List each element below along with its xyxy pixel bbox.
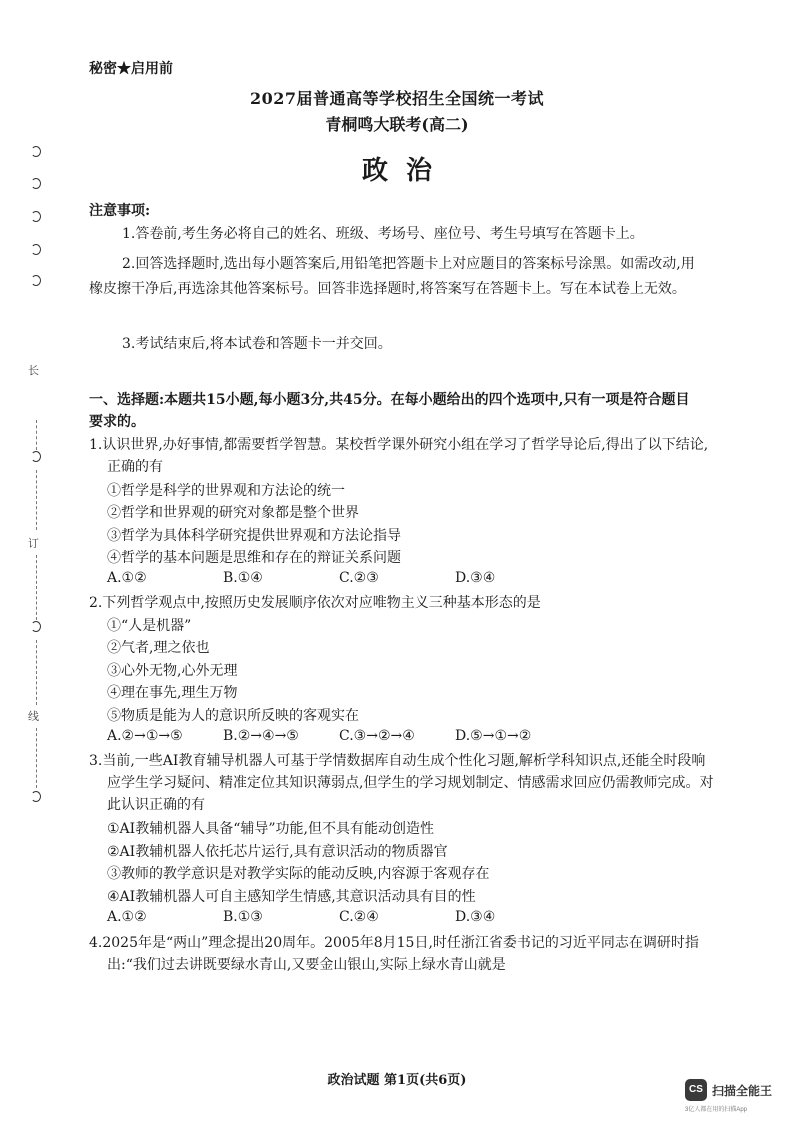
subject-title: 政治 bbox=[361, 156, 450, 186]
question-item: ②气者,理之依也 bbox=[107, 640, 210, 656]
question-item: ⑤物质是能为人的意识所反映的客观实在 bbox=[107, 708, 359, 724]
option-b[interactable]: B.①③ bbox=[223, 909, 263, 925]
note-item: 3.考试结束后,将本试卷和答题卡一并交回。 bbox=[122, 336, 392, 352]
question-item: ①哲学是科学的世界观和方法论的统一 bbox=[107, 483, 345, 499]
question-item: ①“人是机器” bbox=[107, 618, 192, 634]
scanner-logo bbox=[685, 1079, 772, 1101]
notes-heading: 注意事项: bbox=[89, 203, 151, 219]
question-item: ③哲学为具体科学研究提供世界观和方法论指导 bbox=[107, 528, 401, 544]
question-stem: 4.2025年是“两山”理念提出20周年。2005年8月15日,时任浙江省委书记的习近平同志在调研时指出:“我们过去讲既要绿水青山,又要金山银山,实际上绿水青山就是 bbox=[89, 935, 699, 973]
confidential-label: 秘密★启用前 bbox=[89, 61, 173, 77]
binding-hole bbox=[31, 451, 41, 462]
question-item: ②AI教辅机器人依托芯片运行,具有意识活动的物质器官 bbox=[107, 844, 448, 860]
answer-options bbox=[107, 909, 571, 925]
section-heading: 一、选择题:本题共15小题,每小题3分,共45分。在每小题给出的四个选项中,只有一项是符合题目要求的。 bbox=[89, 392, 690, 430]
question-item: ④哲学的基本问题是思维和存在的辩证关系问题 bbox=[107, 550, 401, 566]
question-item: ④AI教辅机器人可自主感知学生情感,其意识活动具有目的性 bbox=[107, 889, 476, 905]
binding-hole bbox=[31, 621, 41, 632]
option-c[interactable]: C.②③ bbox=[339, 570, 379, 586]
cut-line bbox=[36, 420, 37, 450]
option-b[interactable]: B.②→④→⑤ bbox=[223, 728, 299, 744]
exam-subtitle: 青桐鸣大联考(高二) bbox=[325, 115, 469, 134]
option-a[interactable]: A.①② bbox=[107, 570, 147, 586]
option-d[interactable]: D.③④ bbox=[455, 570, 496, 586]
option-c[interactable]: C.②④ bbox=[339, 909, 379, 925]
margin-mark-mid: 订 bbox=[28, 537, 39, 550]
cut-line bbox=[36, 555, 37, 620]
cs-icon: CS bbox=[685, 1079, 707, 1101]
binding-hole bbox=[31, 244, 41, 255]
binding-hole bbox=[31, 275, 41, 286]
binding-hole bbox=[31, 791, 41, 802]
question-item: ①AI教辅机器人具备“辅导”功能,但不具有能动创造性 bbox=[107, 821, 434, 837]
scanner-tagline: 3亿人都在用的扫描App bbox=[685, 1107, 748, 1113]
cut-line bbox=[36, 640, 37, 705]
option-d[interactable]: D.⑤→①→② bbox=[455, 728, 532, 744]
binding-hole bbox=[31, 211, 41, 222]
option-d[interactable]: D.③④ bbox=[455, 909, 496, 925]
note-item: 2.回答选择题时,选出每小题答案后,用铅笔把答题卡上对应题目的答案标号涂黑。如需改动,用橡皮擦干净后,再选涂其他答案标号。回答非选择题时,将答案写在答题卡上。写在本试卷上无效。 bbox=[89, 256, 695, 297]
page-footer: 政治试题 第1页(共6页) bbox=[327, 1073, 467, 1088]
question-stem: 2.下列哲学观点中,按照历史发展顺序依次对应唯物主义三种基本形态的是 bbox=[89, 595, 541, 611]
answer-options bbox=[107, 728, 571, 744]
cut-line bbox=[36, 470, 37, 530]
option-a[interactable]: A.①② bbox=[107, 909, 147, 925]
margin-mark-bottom: 线 bbox=[28, 710, 39, 723]
question-stem: 1.认识世界,办好事情,都需要哲学智慧。某校哲学课外研究小组在学习了哲学导论后,得出了以下结论,正确的有 bbox=[89, 437, 709, 475]
question-item: ②哲学和世界观的研究对象都是整个世界 bbox=[107, 505, 359, 521]
note-item: 1.答卷前,考生务必将自己的姓名、班级、考场号、座位号、考生号填写在答题卡上。 bbox=[122, 226, 644, 242]
margin-mark-top: 长 bbox=[28, 364, 39, 377]
question-stem: 3.当前,一些AI教育辅导机器人可基于学情数据库自动生成个性化习题,解析学科知识点,还能全时段响应学生学习疑问、精准定位其知识薄弱点,但学生的学习规划制定、情感需求回应仍需教师完成。对此认识正确的有 bbox=[89, 753, 714, 813]
answer-options bbox=[107, 570, 571, 586]
cut-line bbox=[36, 728, 37, 788]
exam-title: 2027届普通高等学校招生全国统一考试 bbox=[249, 89, 545, 108]
question-item: ④理在事先,理生万物 bbox=[107, 685, 238, 701]
option-a[interactable]: A.②→①→⑤ bbox=[107, 728, 183, 744]
scanner-brand: 扫描全能王 bbox=[712, 1083, 773, 1098]
question-item: ③心外无物,心外无理 bbox=[107, 663, 238, 679]
question-item: ③教师的教学意识是对教学实际的能动反映,内容源于客观存在 bbox=[107, 866, 490, 882]
option-c[interactable]: C.③→②→④ bbox=[339, 728, 415, 744]
option-b[interactable]: B.①④ bbox=[223, 570, 263, 586]
